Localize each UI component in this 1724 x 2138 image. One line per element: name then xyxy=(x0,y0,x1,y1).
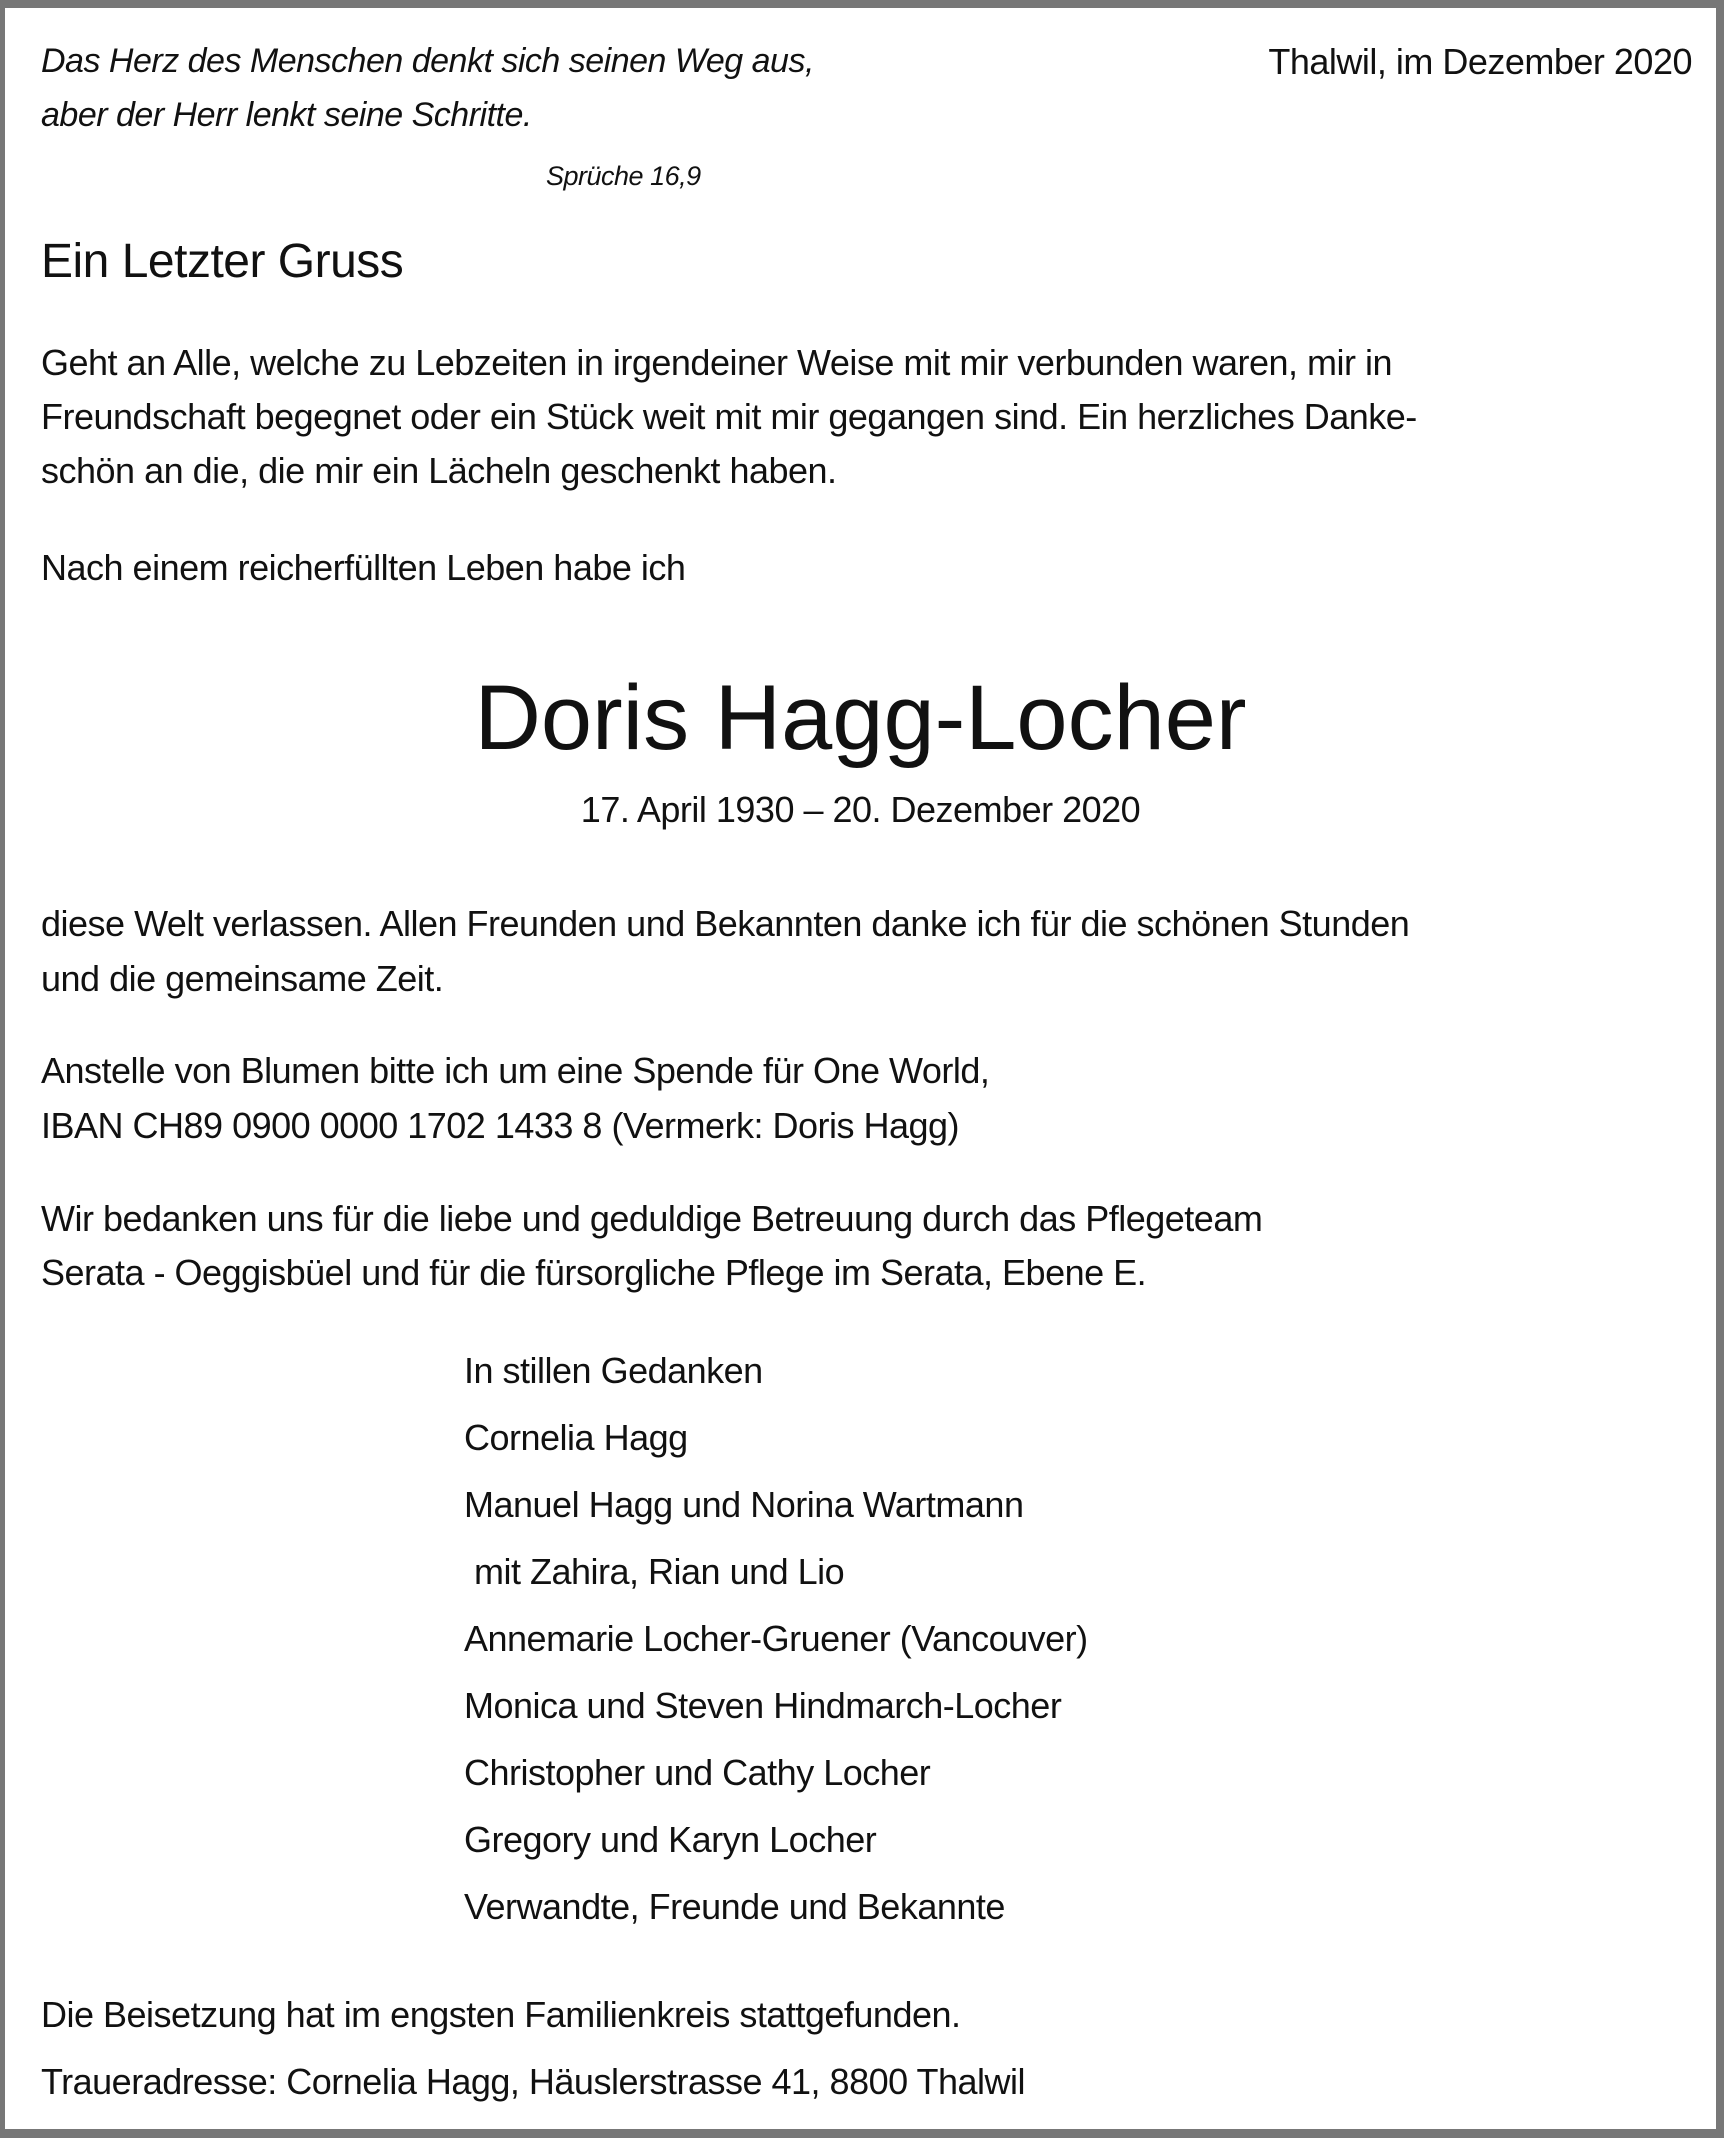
motto-source: Sprüche 16,9 xyxy=(546,161,701,191)
mourner: Gregory und Karyn Locher xyxy=(464,1819,877,1860)
mourner: mit Zahira, Rian und Lio xyxy=(474,1551,845,1592)
mourner: Verwandte, Freunde und Bekannte xyxy=(464,1886,1005,1927)
thanks-line: Serata - Oeggisbüel und für die fürsorgliche Pflege im Serata, Ebene E. xyxy=(41,1252,1147,1293)
burial-note: Die Beisetzung hat im engsten Familienkreis stattgefunden. xyxy=(41,1994,961,2035)
mourner: Christopher und Cathy Locher xyxy=(464,1752,931,1793)
intro-line: Geht an Alle, welche zu Lebzeiten in irgendeiner Weise mit mir verbunden waren, mir in xyxy=(41,342,1393,383)
mourner: Manuel Hagg und Norina Wartmann xyxy=(464,1484,1024,1525)
farewell-line: und die gemeinsame Zeit. xyxy=(41,958,444,999)
life-dates: 17. April 1930 – 20. Dezember 2020 xyxy=(580,789,1141,830)
mourner: Cornelia Hagg xyxy=(464,1417,688,1458)
heading: Ein Letzter Gruss xyxy=(41,235,404,288)
thanks-line: Wir bedanken uns für die liebe und geduldige Betreuung durch das Pflegeteam xyxy=(41,1198,1263,1239)
deceased-name: Doris Hagg-Locher xyxy=(474,667,1247,769)
mourner: Monica und Steven Hindmarch-Locher xyxy=(464,1685,1062,1726)
intro-line: Freundschaft begegnet oder ein Stück weit mit mir gegangen sind. Ein herzliches Danke- xyxy=(41,396,1417,437)
donation-line: IBAN CH89 0900 0000 1702 1433 8 (Vermerk: Doris Hagg) xyxy=(41,1105,960,1146)
place-date: Thalwil, im Dezember 2020 xyxy=(1268,41,1692,82)
mourner: Annemarie Locher-Gruener (Vancouver) xyxy=(464,1618,1088,1659)
mourner: In stillen Gedanken xyxy=(464,1350,763,1391)
obituary-page xyxy=(5,8,1716,2129)
intro-line: schön an die, die mir ein Lächeln geschenkt haben. xyxy=(41,450,837,491)
mourning-address: Traueradresse: Cornelia Hagg, Häuslerstrasse 41, 8800 Thalwil xyxy=(41,2061,1026,2102)
farewell-line: diese Welt verlassen. Allen Freunden und Bekannten danke ich für die schönen Stunden xyxy=(41,903,1410,944)
lead-text: Nach einem reicherfüllten Leben habe ich xyxy=(41,547,686,588)
donation-line: Anstelle von Blumen bitte ich um eine Spende für One World, xyxy=(41,1050,990,1091)
motto-line: Das Herz des Menschen denkt sich seinen Weg aus, xyxy=(41,42,814,80)
motto-line: aber der Herr lenkt seine Schritte. xyxy=(41,96,532,134)
